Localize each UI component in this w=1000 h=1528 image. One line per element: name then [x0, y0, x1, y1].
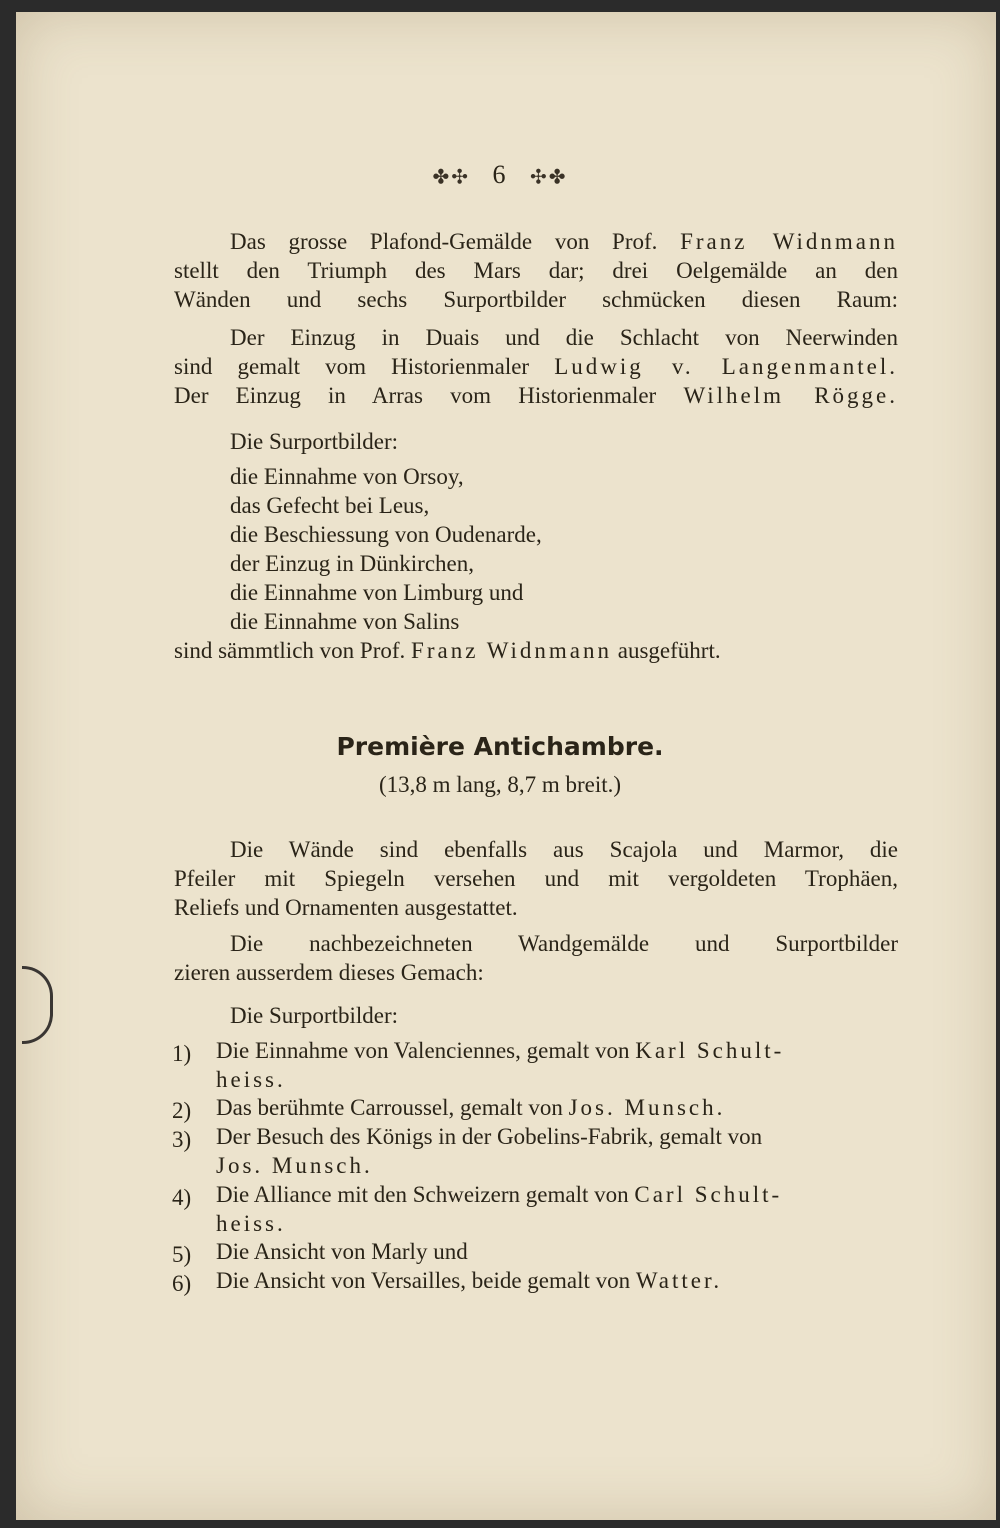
page-number: 6	[492, 160, 508, 189]
text: Der Einzug in Arras vom Historienmaler	[174, 383, 684, 408]
paragraph-line: Die Wände sind ebenfalls aus Scajola und Marmor, die	[230, 837, 898, 862]
paragraph-line: stellt den Triumph des Mars dar; drei Oelgemälde an den	[174, 258, 898, 283]
list-number: 6)	[172, 1271, 192, 1296]
text: Die Einnahme von Valenciennes, gemalt von	[216, 1038, 636, 1063]
artist-name: Jos. Munsch.	[568, 1095, 726, 1120]
artist-name: Franz Widnmann	[680, 229, 898, 254]
paragraph-line	[174, 637, 898, 665]
list-number: 3)	[172, 1127, 192, 1152]
list-item-continuation: heiss.	[216, 1067, 286, 1092]
list-item	[216, 1181, 898, 1209]
paragraph-line	[230, 228, 898, 256]
list-number: 4)	[172, 1185, 192, 1210]
room-dimensions: (13,8 m lang, 8,7 m breit.)	[378, 772, 622, 797]
list-item	[216, 1037, 898, 1065]
artist-name: Karl Schult-	[635, 1038, 785, 1063]
list-heading: Die Surportbilder:	[230, 429, 398, 454]
list-item: Der Besuch des Königs in der Gobelins-Fabrik, gemalt von	[216, 1124, 763, 1149]
list-item: Die Ansicht von Marly und	[216, 1239, 468, 1264]
list-heading: Die Surportbilder:	[230, 1003, 398, 1028]
paragraph-line: Pfeiler mit Spiegeln versehen und mit vergoldeten Trophäen,	[174, 866, 898, 891]
list-item: die Einnahme von Limburg und	[230, 580, 524, 605]
artist-name: Ludwig v. Langenmantel.	[554, 354, 898, 379]
artist-name: Franz Widnmann	[411, 638, 613, 663]
paragraph-line: Wänden und sechs Surportbilder schmücken diesen Raum:	[174, 287, 898, 312]
list-item	[216, 1267, 898, 1295]
paragraph-line: Die nachbezeichneten Wandgemälde und Surportbilder	[230, 931, 898, 956]
list-item-continuation: Jos. Munsch.	[216, 1153, 373, 1178]
text: ausgeführt.	[612, 638, 721, 663]
artist-name: Wilhelm Rögge.	[683, 383, 899, 408]
text: sind gemalt vom Historienmaler	[174, 354, 555, 379]
text: Die Alliance mit den Schweizern gemalt von	[216, 1182, 635, 1207]
list-item: der Einzug in Dünkirchen,	[230, 551, 474, 576]
list-item-continuation: heiss.	[216, 1211, 286, 1236]
list-item	[216, 1094, 898, 1122]
text: Die Ansicht von Versailles, beide gemalt von	[216, 1268, 636, 1293]
artist-name: Carl Schult-	[634, 1182, 783, 1207]
artist-name: Watter.	[635, 1268, 723, 1293]
paragraph-line	[174, 382, 898, 410]
left-ornament-icon: ✤✣	[432, 166, 470, 189]
list-number: 1)	[172, 1041, 192, 1066]
text: sind sämmtlich von Prof.	[174, 638, 412, 663]
list-item: das Gefecht bei Leus,	[230, 493, 430, 518]
list-number: 2)	[172, 1098, 192, 1123]
list-number: 5)	[172, 1242, 192, 1267]
paragraph-line	[174, 353, 898, 381]
list-item: die Einnahme von Salins	[230, 609, 460, 634]
list-item: die Beschiessung von Oudenarde,	[230, 522, 542, 547]
paragraph-line: Reliefs und Ornamenten ausgestattet.	[174, 895, 518, 920]
page-header	[0, 160, 1000, 190]
list-item: die Einnahme von Orsoy,	[230, 464, 464, 489]
text: Das grosse Plafond-Gemälde von Prof.	[230, 229, 681, 254]
right-ornament-icon: ✣✤	[530, 166, 568, 189]
section-title: Première Antichambre.	[336, 732, 664, 761]
paragraph-line: Der Einzug in Duais und die Schlacht von Neerwinden	[230, 325, 898, 350]
text: Das berühmte Carroussel, gemalt von	[216, 1095, 569, 1120]
paragraph-line: zieren ausserdem dieses Gemach:	[174, 960, 484, 985]
